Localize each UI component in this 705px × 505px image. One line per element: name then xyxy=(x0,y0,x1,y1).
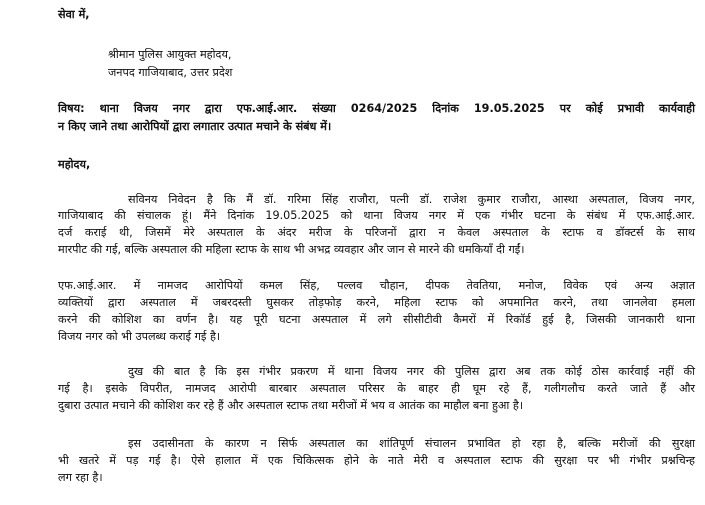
paragraph-3-line-2: गई है। इसके विपरीत, नामजद आरोपी बारबार अस्पताल परिसर के बाहर ही घूम रहे हैं, गलीगलौच करते जाते हैं और xyxy=(58,382,695,395)
paragraph-2-line-4: विजय नगर को भी उपलब्ध कराई गई है। xyxy=(58,330,221,343)
paragraph-2-line-3: करने की कोशिश का वर्णन है। यह पूरी घटना अस्पताल में लगे सीसीटीवी कैमरों में रिकॉर्ड हुई है, जिसकी जानकारी थाना xyxy=(58,313,695,326)
paragraph-4-line-1: इस उदासीनता के कारण न सिर्फ अस्पताल का शांतिपूर्ण संचालन प्रभावित हो रहा है, बल्कि मरीजों की सुरक्षा xyxy=(128,437,695,450)
paragraph-3-line-1: दुख की बात है कि इस गंभीर प्रकरण में थाना विजय नगर की पुलिस द्वारा अब तक कोई ठोस कार्रवाई नहीं की xyxy=(128,365,695,378)
paragraph-1-line-1: सविनय निवेदन है कि मैं डॉ. गरिमा सिंह राजौरा, पत्नी डॉ. राजेश कुमार राजौरा, आस्था अस्पताल, विजय नगर, xyxy=(128,193,695,206)
paragraph-1-line-4: मारपीट की गई, बल्कि अस्पताल की महिला स्टाफ के साथ भी अभद्र व्यवहार और जान से मारने की धमकियाँ दी गईं। xyxy=(58,243,525,256)
paragraph-1-line-3: दर्ज कराई थी, जिसमें मेरे अस्पताल के अंदर मरीज के परिजनों द्वारा न केवल अस्पताल के स्टाफ व डॉक्टर्स के साथ xyxy=(58,226,695,239)
subject-line-2: न किए जाने तथा आरोपियों द्वारा लगातार उत्पात मचाने के संबंध में। xyxy=(58,120,332,133)
paragraph-2-line-2: व्यक्तियों द्वारा अस्पताल में जबरदस्ती घुसकर तोड़फोड़ करने, महिला स्टाफ को अपमानित करने, तथा जानलेवा हमला xyxy=(58,296,695,309)
subject-line-1: विषय: थाना विजय नगर द्वारा एफ.आई.आर. संख्या 0264/2025 दिनांक 19.05.2025 पर कोई प्रभावी कार्यवाही xyxy=(58,102,695,115)
greeting: महोदय, xyxy=(58,158,91,171)
paragraph-1-line-2: गाजियाबाद की संचालक हूं। मैंने दिनांक 19.05.2025 को थाना विजय नगर में एक गंभीर घटना के संबंध में एफ.आई.आर. xyxy=(58,209,695,222)
addressee-line-2: जनपद गाजियाबाद, उत्तर प्रदेश xyxy=(108,66,233,79)
paragraph-4-line-3: लग रहा है। xyxy=(58,471,103,484)
salutation-to: सेवा में, xyxy=(58,8,90,21)
paragraph-4-line-2: भी खतरे में पड़ गई है। ऐसे हालात में एक चिकित्सक होने के नाते मेरी व अस्पताल स्टाफ की सुरक्षा पर भी गंभीर प्रश्नचिन्ह xyxy=(58,454,695,467)
addressee-line-1: श्रीमान पुलिस आयुक्त महोदय, xyxy=(108,48,232,61)
paragraph-2-line-1: एफ.आई.आर. में नामजद आरोपियों कमल सिंह, पल्लव चौहान, दीपक तेवतिया, मनोज, विवेक एवं अन्य अज्ञात xyxy=(58,279,695,292)
paragraph-3-line-3: दुबारा उत्पात मचाने की कोशिश कर रहे हैं और अस्पताल स्टाफ तथा मरीजों में भय व आतंक का माहौल बना हुआ है। xyxy=(58,399,524,412)
